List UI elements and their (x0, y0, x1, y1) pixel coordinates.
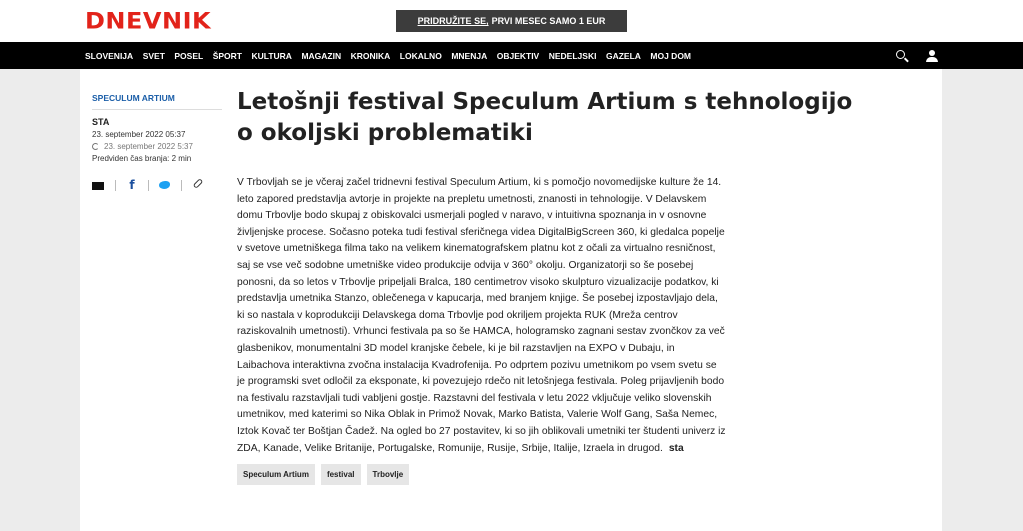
divider (148, 180, 149, 191)
divider (181, 180, 182, 191)
updated-row (92, 142, 222, 151)
refresh-icon (92, 143, 99, 150)
twitter-icon[interactable] (158, 179, 172, 191)
share-bar (92, 179, 222, 191)
article-title: Letošnji festival Speculum Artium s tehnologijo o okoljski problematiki (237, 89, 853, 146)
article-body-text: V Trbovljah se je včeraj začel tridnevni festival Speculum Artium, ki s pomočjo novomedijske kulture že 14. leto zapored predstavlja avtorje in projekte na prepletu umetnosti, znanosti in tehnologije. V Delavskem domu Trbovlje bodo skupaj z obiskovalci usmerjali pogled v naravo, v intuitivna spoznanja in v osnovne življenjske procese. Sočasno poteka tudi festival sferičnega videa DigitalBigScreen 360, ki gledalca popelje v svetove umetniškega filma tako na velikem kinematografskem platnu kot z očali za virtualno resničnost, saj se vse več sodobne umetniške video produkcije odvija v 360° okolju. Organizatorji so še posebej ponosni, da so letos v Trbovlje pripeljali Bralca, 180 centimetrov visoko skulpturo vizualizacije podatkov, ki predstavlja umetnika Stanzo, oblečenega v kapucarja, med branjem knjige. Še posebej izpostavljajo dela, ki so nastala v koprodukciji Delavskega doma Trbovlje pod okriljem projekta RUK (Mreža centrov raziskovalnih umetnosti). Vrhunci festivala pa so še HAMCA, hologramsko zagnani sestav zvončkov za več glasbenikov, monumentalni 3D model kranjske čebele, ki je bil razstavljen na EXPO v Dubaju, in Laibachova interaktivna zvočna instalacija Kvadrofenija. Po odprtem pozivu umetnikom po vsem svetu se je programski svet odločil za eksponate, ki povezujejo rdečo nit letošnjega festivala. Poleg prijavljenih bodo na festivalu razstavljali tudi vabljeni gostje. Razstavni del festivala v letu 2022 vključuje veliko slovenskih umetnikov, med katerimi so Nika Oblak in Primož Novak, Marko Batista, Valerie Wolf Gang, Saša Nemec, Iztok Kovač ter Boštjan Čadež. Na ogled bo 27 postavitev, ki so jih oblikovali umetniki ter študenti univerz iz ZDA, Kanade, Velike Britanije, Portugalske, Romunije, Rusije, Srbije, Italije, Izraela in drugod. (237, 177, 726, 454)
user-icon[interactable] (925, 49, 939, 63)
article-body (237, 175, 727, 457)
tag-list (237, 464, 797, 485)
source-tag: sta (668, 442, 684, 454)
section-label[interactable]: SPECULUM ARTIUM (92, 93, 175, 103)
search-icon[interactable] (895, 49, 909, 63)
tag-trbovlje[interactable]: Trbovlje (367, 464, 410, 485)
facebook-icon[interactable]: f (129, 178, 135, 192)
promo-text: PRVI MESEC SAMO 1 EUR (491, 16, 606, 26)
nav-item-kultura[interactable]: KULTURA (251, 50, 292, 61)
article-sidebar (92, 69, 222, 191)
mail-icon[interactable] (92, 179, 106, 191)
nav-item-sport[interactable]: ŠPORT (212, 50, 242, 61)
tag-speculum-artium[interactable]: Speculum Artium (237, 464, 315, 485)
link-icon[interactable] (191, 179, 205, 191)
nav-item-magazin[interactable]: MAGAZIN (301, 50, 342, 61)
author-name: STA (92, 117, 110, 127)
main-navigation (0, 42, 1023, 69)
nav-item-gazela[interactable]: GAZELA (605, 50, 641, 61)
nav-item-posel[interactable]: POSEL (174, 50, 204, 61)
published-date: 23. september 2022 05:37 (92, 130, 186, 139)
article-container (80, 69, 942, 531)
nav-item-lokalno[interactable]: LOKALNO (399, 50, 442, 61)
nav-item-nedeljski[interactable]: NEDELJSKI (548, 50, 597, 61)
nav-item-kronika[interactable]: KRONIKA (350, 50, 391, 61)
promo-link[interactable]: PRIDRUŽITE SE, (417, 16, 489, 26)
divider (115, 180, 116, 191)
divider (92, 109, 222, 110)
site-logo[interactable]: DNEVNIK (85, 8, 212, 34)
nav-item-objektiv[interactable]: OBJEKTIV (496, 50, 540, 61)
tag-festival[interactable]: festival (321, 464, 361, 485)
article-main (237, 69, 853, 485)
nav-item-slovenija[interactable]: SLOVENIJA (85, 50, 134, 61)
reading-time: Predviden čas branja: 2 min (92, 154, 192, 163)
updated-date: 23. september 2022 5:37 (104, 142, 193, 151)
nav-item-moj-dom[interactable]: MOJ DOM (650, 50, 692, 61)
top-bar (0, 0, 1023, 42)
subscribe-promo-banner[interactable] (396, 10, 627, 32)
nav-item-mnenja[interactable]: MNENJA (451, 50, 488, 61)
nav-item-svet[interactable]: SVET (142, 50, 165, 61)
